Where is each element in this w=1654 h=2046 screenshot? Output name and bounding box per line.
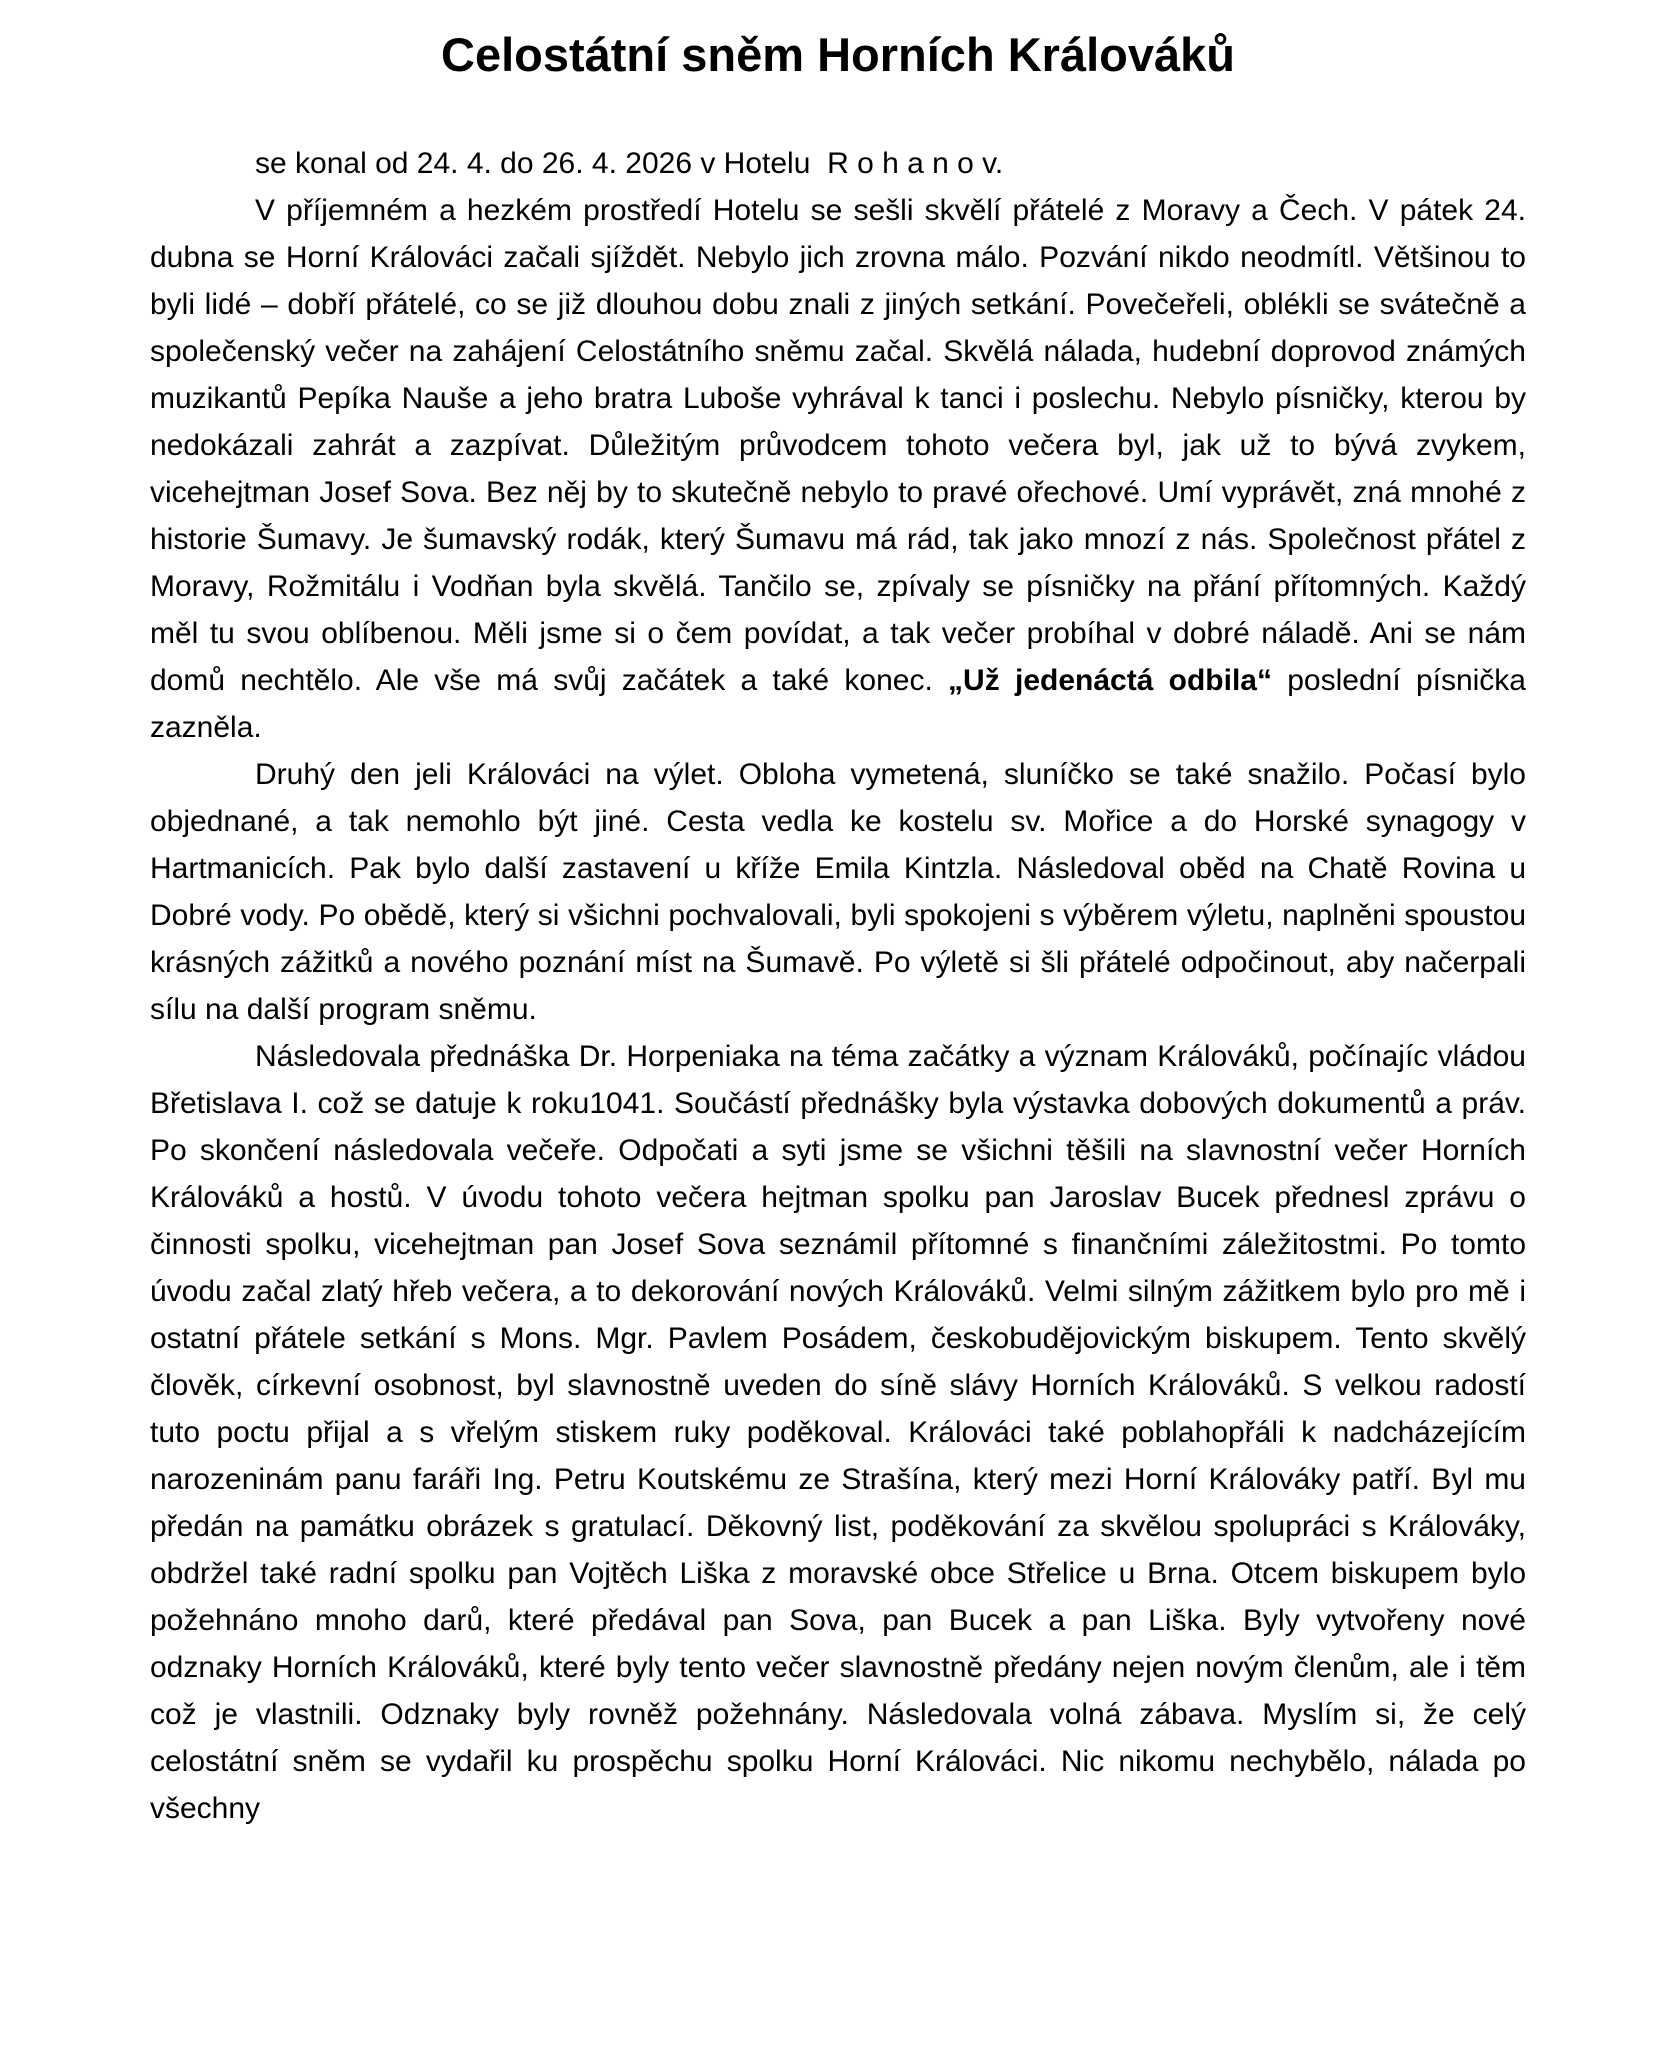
document-title: Celostátní sněm Horních Králováků: [441, 28, 1235, 81]
paragraph-gala: Následovala přednáška Dr. Horpeniaka na téma začátky a význam Králováků, počínajíc vládou Břetislava I. což se datuje k roku1041. Součástí přednášky byla výstavka dobových dokumentů a práv. Po skončení následovala večeře. Odpočati a syti jsme se všichni těšili na slavnostní večer Horních Králováků a hostů. V úvodu tohoto večera hejtman spolku pan Jaroslav Bucek přednesl zprávu o činnosti spolku, vicehejtman pan Josef Sova seznámil přítomné s finančními záležitostmi. Po tomto úvodu začal zlatý hřeb večera, a to dekorování nových Králováků. Velmi silným zážitkem bylo pro mě i ostatní přátele setkání s Mons. Mgr. Pavlem Posádem, českobudějovickým biskupem. Tento skvělý člověk, církevní osobnost, byl slavnostně uveden do síně slávy Horních Králováků. S velkou radostí tuto poctu přijal a s vřelým stiskem ruky poděkoval. Králováci také poblahopřáli k nadcházejícím narozeninám panu faráři Ing. Petru Koutskému ze Strašína, který mezi Horní Králováky patří. Byl mu předán na památku obrázek s gratulací. Děkovný list, poděkování za skvělou spolupráci s Králováky, obdržel také radní spolku pan Vojtěch Liška z moravské obce Střelice u Brna. Otcem biskupem bylo požehnáno mnoho darů, které předával pan Sova, pan Bucek a pan Liška. Byly vytvořeny nové odznaky Horních Králováků, které byly tento večer slavnostně předány nejen novým členům, ale i těm což je vlastnili. Odznaky byly rovněž požehnány. Následovala volná zábava. Myslím si, že celý celostátní sněm se vydařil ku prospěchu spolku Horní Králováci. Nic nikomu nechybělo, nálada po všechny: [150, 1040, 1526, 1826]
paragraph-opening-evening-text: V příjemném a hezkém prostředí Hotelu se sešli skvělí přátelé z Moravy a Čech. V pátek 24. dubna se Horní Králováci začali sjíždět. Nebylo jich zrovna málo. Pozvání nikdo neodmítl. Většinou to byli lidé – dobří přátelé, co se již dlouhou dobu znali z jiných setkání. Povečeřeli, oblékli se svátečně a společenský večer na zahájení Celostátního sněmu začal. Skvělá nálada, hudební doprovod známých muzikantů Pepíka Nauše a jeho bratra Luboše vyhrával k tanci i poslechu. Nebylo písničky, kterou by nedokázali zahrát a zazpívat. Důležitým průvodcem tohoto večera byl, jak už to bývá zvykem, vicehejtman Josef Sova. Bez něj by to skutečně nebylo to pravé ořechové. Umí vyprávět, zná mnohé z historie Šumavy. Je šumavský rodák, který Šumavu má rád, tak jako mnozí z nás. Společnost přátel z Moravy, Rožmitálu i Vodňan byla skvělá. Tančilo se, zpívaly se písničky na přání přítomných. Každý měl tu svou oblíbenou. Měli jsme si o čem povídat, a tak večer probíhal v dobré náladě. Ani se nám domů nechtělo. Ale vše má svůj začátek a také konec.: [150, 194, 1526, 698]
paragraph-opening-evening-tail: poslední písnička zazněla.: [150, 664, 1526, 745]
paragraph-intro: se konal od 24. 4. do 26. 4. 2026 v Hotelu R o h a n o v.: [255, 147, 1004, 181]
paragraph-opening-evening: [150, 187, 1526, 751]
song-title-quote: „Už jedenáctá odbila“: [948, 664, 1272, 698]
paragraph-trip: Druhý den jeli Králováci na výlet. Obloha vymetená, sluníčko se také snažilo. Počasí bylo objednané, a tak nemohlo být jiné. Cesta vedla ke kostelu sv. Mořice a do Horské synagogy v Hartmanicích. Pak bylo další zastavení u kříže Emila Kintzla. Následoval oběd na Chatě Rovina u Dobré vody. Po obědě, který si všichni pochvalovali, byli spokojeni s výběrem výletu, naplněni spoustou krásných zážitků a nového poznání míst na Šumavě. Po výletě si šli přátelé odpočinout, aby načerpali sílu na další program sněmu.: [150, 758, 1526, 1027]
